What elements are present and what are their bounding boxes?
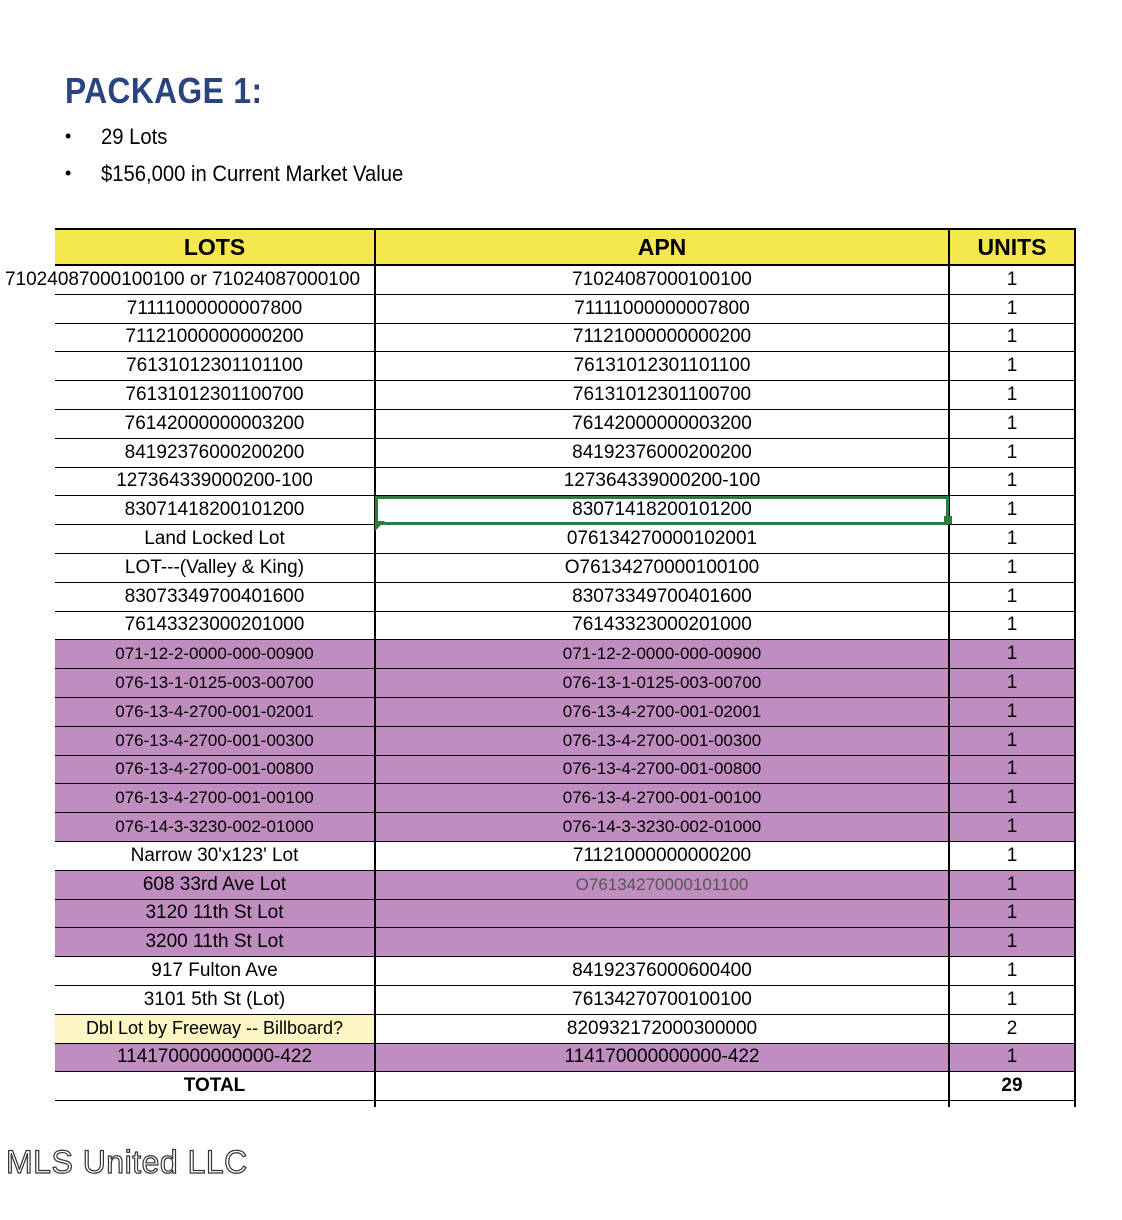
fill-handle[interactable] bbox=[944, 516, 952, 524]
units-cell[interactable]: 1 bbox=[949, 841, 1075, 870]
empty-cell[interactable] bbox=[949, 1101, 1075, 1108]
summary-market-value: $156,000 in Current Market Value bbox=[101, 160, 404, 186]
lots-cell[interactable]: 076-14-3-3230-002-01000 bbox=[55, 813, 375, 842]
apn-cell[interactable]: 76134270700100100 bbox=[375, 985, 949, 1014]
table-row bbox=[55, 582, 1075, 611]
lots-cell[interactable]: 076-13-1-0125-003-00700 bbox=[55, 669, 375, 698]
lots-cell[interactable]: 3101 5th St (Lot) bbox=[55, 985, 375, 1014]
lots-cell[interactable]: LOT---(Valley & King) bbox=[55, 553, 375, 582]
units-cell[interactable]: 1 bbox=[949, 352, 1075, 381]
apn-cell[interactable] bbox=[375, 928, 949, 957]
lots-cell[interactable]: 076-13-4-2700-001-00300 bbox=[55, 726, 375, 755]
summary-list bbox=[65, 118, 430, 192]
lots-cell[interactable]: 917 Fulton Ave bbox=[55, 957, 375, 986]
units-cell[interactable]: 1 bbox=[949, 957, 1075, 986]
table-row bbox=[55, 985, 1075, 1014]
summary-lot-count: 29 Lots bbox=[101, 123, 168, 149]
table-row bbox=[55, 553, 1075, 582]
column-header-lots[interactable]: LOTS bbox=[55, 229, 375, 265]
apn-cell[interactable]: O76134270000101100 bbox=[375, 870, 949, 899]
lots-cell[interactable]: 76131012301101100 bbox=[55, 352, 375, 381]
comment-indicator-icon bbox=[375, 521, 385, 531]
apn-cell[interactable]: 076134270000102001 bbox=[375, 525, 949, 554]
units-cell[interactable]: 1 bbox=[949, 582, 1075, 611]
lots-table bbox=[4, 228, 1076, 1107]
units-cell[interactable]: 1 bbox=[949, 697, 1075, 726]
units-cell[interactable]: 1 bbox=[949, 928, 1075, 957]
table-row bbox=[55, 669, 1075, 698]
total-label[interactable]: TOTAL bbox=[55, 1072, 375, 1101]
units-cell[interactable]: 1 bbox=[949, 755, 1075, 784]
units-cell[interactable]: 1 bbox=[949, 323, 1075, 352]
apn-cell[interactable]: 127364339000200-100 bbox=[375, 467, 949, 496]
units-cell[interactable]: 1 bbox=[949, 669, 1075, 698]
units-cell[interactable]: 1 bbox=[949, 525, 1075, 554]
table-row bbox=[55, 1014, 1075, 1043]
apn-cell[interactable]: 820932172000300000 bbox=[375, 1014, 949, 1043]
table-row bbox=[55, 496, 1075, 525]
units-cell[interactable]: 1 bbox=[949, 1043, 1075, 1072]
lots-cell[interactable]: 076-13-4-2700-001-00800 bbox=[55, 755, 375, 784]
lots-cell[interactable]: 76143323000201000 bbox=[55, 611, 375, 640]
table-row bbox=[55, 841, 1075, 870]
apn-cell-selected[interactable]: 83071418200101200 bbox=[375, 496, 949, 525]
units-cell[interactable]: 1 bbox=[949, 294, 1075, 323]
apn-cell[interactable]: 71024087000100100 bbox=[375, 265, 949, 294]
units-cell[interactable]: 1 bbox=[949, 899, 1075, 928]
apn-cell[interactable]: 76131012301100700 bbox=[375, 381, 949, 410]
units-cell[interactable]: 1 bbox=[949, 726, 1075, 755]
apn-cell[interactable]: O76134270000100100 bbox=[375, 553, 949, 582]
apn-cell[interactable]: 076-13-4-2700-001-00100 bbox=[375, 784, 949, 813]
table-row bbox=[55, 611, 1075, 640]
lots-cell[interactable]: Dbl Lot by Freeway -- Billboard? bbox=[55, 1014, 375, 1043]
table-row bbox=[55, 957, 1075, 986]
table-row bbox=[55, 352, 1075, 381]
units-cell[interactable]: 1 bbox=[949, 611, 1075, 640]
units-cell[interactable]: 1 bbox=[949, 985, 1075, 1014]
summary-item bbox=[65, 155, 430, 192]
apn-cell[interactable] bbox=[375, 899, 949, 928]
lots-cell[interactable]: 3200 11th St Lot bbox=[55, 928, 375, 957]
lots-cell[interactable]: Narrow 30'x123' Lot bbox=[55, 841, 375, 870]
total-units[interactable]: 29 bbox=[949, 1072, 1075, 1101]
lots-cell[interactable]: 84192376000200200 bbox=[55, 438, 375, 467]
units-cell[interactable]: 1 bbox=[949, 784, 1075, 813]
bullet-icon: • bbox=[65, 126, 72, 146]
apn-cell[interactable]: 71121000000000200 bbox=[375, 841, 949, 870]
apn-cell[interactable]: 84192376000600400 bbox=[375, 957, 949, 986]
lots-cell[interactable]: 076-13-4-2700-001-02001 bbox=[55, 697, 375, 726]
lots-cell[interactable]: 76142000000003200 bbox=[55, 409, 375, 438]
lots-cell[interactable]: 071-12-2-0000-000-00900 bbox=[55, 640, 375, 669]
apn-cell[interactable]: 076-14-3-3230-002-01000 bbox=[375, 813, 949, 842]
apn-cell[interactable]: 84192376000200200 bbox=[375, 438, 949, 467]
empty-cell[interactable] bbox=[375, 1101, 949, 1108]
table-row bbox=[55, 438, 1075, 467]
apn-cell[interactable]: 114170000000000-422 bbox=[375, 1043, 949, 1072]
lots-cell[interactable]: 71111000000007800 bbox=[55, 294, 375, 323]
apn-cell[interactable]: 76142000000003200 bbox=[375, 409, 949, 438]
lots-cell[interactable]: 076-13-4-2700-001-00100 bbox=[55, 784, 375, 813]
lots-cell[interactable]: 608 33rd Ave Lot bbox=[55, 870, 375, 899]
apn-cell[interactable]: 71111000000007800 bbox=[375, 294, 949, 323]
lots-cell[interactable]: 114170000000000-422 bbox=[55, 1043, 375, 1072]
table-row bbox=[55, 409, 1075, 438]
lots-cell[interactable]: 71121000000000200 bbox=[55, 323, 375, 352]
table-row bbox=[55, 697, 1075, 726]
units-cell[interactable]: 1 bbox=[949, 438, 1075, 467]
column-header-apn[interactable]: APN bbox=[375, 229, 949, 265]
table-row bbox=[55, 726, 1075, 755]
apn-cell[interactable]: 76131012301101100 bbox=[375, 352, 949, 381]
table-row bbox=[55, 525, 1075, 554]
units-cell[interactable]: 1 bbox=[949, 553, 1075, 582]
table-row bbox=[55, 294, 1075, 323]
table-row bbox=[55, 640, 1075, 669]
units-cell[interactable]: 1 bbox=[949, 381, 1075, 410]
apn-cell[interactable]: 071-12-2-0000-000-00900 bbox=[375, 640, 949, 669]
apn-cell[interactable]: 71121000000000200 bbox=[375, 323, 949, 352]
apn-cell[interactable]: 076-13-4-2700-001-02001 bbox=[375, 697, 949, 726]
watermark: MLS United LLC bbox=[6, 1144, 248, 1180]
table-row bbox=[55, 755, 1075, 784]
units-cell[interactable]: 1 bbox=[949, 467, 1075, 496]
units-cell[interactable]: 1 bbox=[949, 813, 1075, 842]
bullet-icon: • bbox=[65, 163, 72, 183]
lots-cell[interactable]: 71024087000100100 or 71024087000100 bbox=[55, 265, 375, 294]
total-row bbox=[55, 1072, 1075, 1101]
lots-cell[interactable]: 76131012301100700 bbox=[55, 381, 375, 410]
page-title: PACKAGE 1: bbox=[65, 70, 263, 111]
apn-cell[interactable]: 076-13-4-2700-001-00800 bbox=[375, 755, 949, 784]
units-cell[interactable]: 1 bbox=[949, 640, 1075, 669]
units-cell[interactable]: 1 bbox=[949, 870, 1075, 899]
lots-cell[interactable]: Land Locked Lot bbox=[55, 525, 375, 554]
units-cell[interactable]: 1 bbox=[949, 496, 1075, 525]
units-cell[interactable]: 2 bbox=[949, 1014, 1075, 1043]
table-row bbox=[55, 265, 1075, 294]
lots-cell[interactable]: 127364339000200-100 bbox=[55, 467, 375, 496]
table-row bbox=[55, 870, 1075, 899]
apn-cell[interactable]: 76143323000201000 bbox=[375, 611, 949, 640]
table-row bbox=[55, 784, 1075, 813]
total-apn-cell[interactable] bbox=[375, 1072, 949, 1101]
table-header-row bbox=[55, 229, 1075, 265]
apn-cell[interactable]: 83073349700401600 bbox=[375, 582, 949, 611]
apn-cell[interactable]: 076-13-1-0125-003-00700 bbox=[375, 669, 949, 698]
table-row bbox=[55, 928, 1075, 957]
table-tail-row bbox=[55, 1101, 1075, 1108]
table-row bbox=[55, 323, 1075, 352]
lots-cell[interactable]: 83073349700401600 bbox=[55, 582, 375, 611]
summary-item bbox=[65, 118, 430, 155]
table-row bbox=[55, 813, 1075, 842]
lots-cell[interactable]: 3120 11th St Lot bbox=[55, 899, 375, 928]
column-header-units[interactable]: UNITS bbox=[949, 229, 1075, 265]
table-row bbox=[55, 381, 1075, 410]
lots-cell[interactable]: 83071418200101200 bbox=[55, 496, 375, 525]
units-cell[interactable]: 1 bbox=[949, 265, 1075, 294]
units-cell[interactable]: 1 bbox=[949, 409, 1075, 438]
empty-cell[interactable] bbox=[55, 1101, 375, 1108]
table-row bbox=[55, 899, 1075, 928]
table-row bbox=[55, 467, 1075, 496]
apn-cell[interactable]: 076-13-4-2700-001-00300 bbox=[375, 726, 949, 755]
table-row bbox=[55, 1043, 1075, 1072]
